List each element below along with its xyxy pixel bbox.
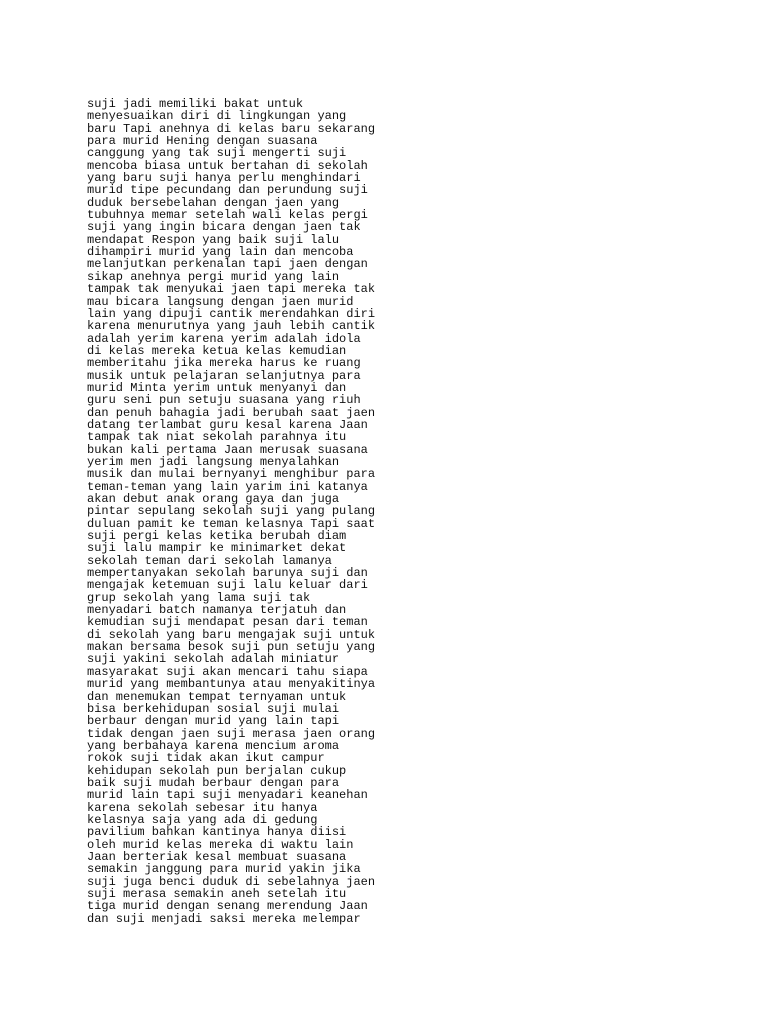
text-line: suji juga benci duduk di sebelahnya jaen [87, 874, 376, 889]
text-line: akan debut anak orang gaya dan juga [87, 492, 340, 506]
text-line: kemudian suji mendapat pesan dari teman [87, 615, 368, 630]
text-line: para murid Hening dengan suasana [87, 134, 318, 149]
text-line: rokok suji tidak akan ikut campur [87, 751, 325, 766]
text-line: dihampiri murid yang lain dan mencoba [87, 245, 354, 260]
text-line: kelasnya saja yang ada di gedung [87, 812, 318, 827]
text-line: musik dan mulai bernyanyi menghibur para [87, 467, 376, 482]
text-line: duluan pamit ke teman kelasnya Tapi saat [87, 516, 376, 531]
text-line: tampak tak niat sekolah parahnya itu [87, 430, 347, 445]
text-line: melanjutkan perkenalan tapi jaen dengan [87, 257, 368, 272]
text-line: berbaur dengan murid yang lain tapi [87, 714, 340, 729]
text-line: oleh murid kelas mereka di waktu lain [87, 837, 354, 852]
text-line: di kelas mereka ketua kelas kemudian [87, 343, 347, 358]
text-line: karena sekolah sebesar itu hanya [87, 800, 318, 815]
text-line: pintar sepulang sekolah suji yang pulang [87, 504, 376, 519]
text-line: baik suji mudah berbaur dengan para [87, 775, 340, 790]
text-line: yang berbahaya karena mencium aroma [87, 738, 340, 753]
text-line: suji jadi memiliki bakat untuk [87, 97, 304, 111]
text-line: kehidupan sekolah pun berjalan cukup [87, 763, 347, 778]
text-line: murid tipe pecundang dan perundung suji [87, 183, 368, 198]
text-line: duduk bersebelahan dengan jaen yang [87, 195, 340, 210]
text-line: yang baru suji hanya perlu menghindari [87, 171, 361, 186]
text-line: suji pergi kelas ketika berubah diam [87, 529, 347, 544]
text-line: mempertanyakan sekolah barunya suji dan [87, 566, 368, 581]
text-line: tubuhnya memar setelah wali kelas pergi [87, 208, 368, 223]
body-text [87, 98, 375, 925]
text-line: suji merasa semakin aneh setelah itu [87, 887, 347, 901]
text-line: dan suji menjadi saksi mereka melempar [87, 911, 361, 926]
text-line: makan bersama besok suji pun setuju yang [87, 640, 376, 655]
text-line: tiga murid dengan senang merendung Jaan [87, 899, 368, 914]
text-line: menyadari batch namanya terjatuh dan [87, 603, 347, 618]
text-line: pavilium bahkan kantinya hanya diisi [87, 825, 347, 840]
text-line: suji lalu mampir ke minimarket dekat [87, 541, 347, 556]
text-line: memberitahu jika mereka harus ke ruang [87, 356, 361, 371]
text-line: bisa berkehidupan sosial suji mulai [87, 701, 340, 716]
text-line: murid yang membantunya atau menyakitinya [87, 677, 376, 692]
text-line: teman-teman yang lain yarim ini katanya [87, 479, 368, 494]
text-line: mau bicara langsung dengan jaen murid [87, 294, 354, 309]
text-line: yerim men jadi langsung menyalahkan [87, 454, 340, 469]
text-line: Jaan berteriak kesal membuat suasana [87, 849, 347, 864]
text-line: di sekolah yang baru mengajak suji untuk [87, 627, 376, 642]
text-line: murid lain tapi suji menyadari keanehan [87, 788, 368, 803]
text-line: canggung yang tak suji mengerti suji [87, 146, 347, 161]
text-line: sikap anehnya pergi murid yang lain [87, 269, 340, 284]
text-line: grup sekolah yang lama suji tak [87, 590, 311, 605]
text-line: suji yang ingin bicara dengan jaen tak [87, 220, 361, 235]
text-line: murid Minta yerim untuk menyanyi dan [87, 380, 347, 395]
text-line: mengajak ketemuan suji lalu keluar dari [87, 578, 368, 593]
text-line: menyesuaikan diri di lingkungan yang [87, 109, 347, 124]
text-line: masyarakat suji akan mencari tahu siapa [87, 664, 368, 679]
text-line: mencoba biasa untuk bertahan di sekolah [87, 158, 368, 173]
text-line: musik untuk pelajaran selanjutnya para [87, 368, 361, 383]
text-line: datang terlambat guru kesal karena Jaan [87, 417, 368, 432]
text-line: dan menemukan tempat ternyaman untuk [87, 689, 347, 704]
text-line: mendapat Respon yang baik suji lalu [87, 232, 340, 247]
text-line: adalah yerim karena yerim adalah idola [87, 331, 361, 346]
text-line: baru Tapi anehnya di kelas baru sekarang [87, 121, 376, 136]
text-line: lain yang dipuji cantik merendahkan diri [87, 306, 376, 321]
text-line: guru seni pun setuju suasana yang riuh [87, 393, 361, 408]
text-line: karena menurutnya yang jauh lebih cantik [87, 319, 376, 334]
text-line: bukan kali pertama Jaan merusak suasana [87, 442, 368, 457]
text-line: suji yakini sekolah adalah miniatur [87, 652, 340, 667]
text-line: tidak dengan jaen suji merasa jaen orang [87, 726, 376, 741]
text-line: dan penuh bahagia jadi berubah saat jaen [87, 405, 376, 420]
text-line: tampak tak menyukai jaen tapi mereka tak [87, 282, 376, 297]
text-line: semakin janggung para murid yakin jika [87, 862, 361, 877]
text-line: sekolah teman dari sekolah lamanya [87, 553, 332, 568]
